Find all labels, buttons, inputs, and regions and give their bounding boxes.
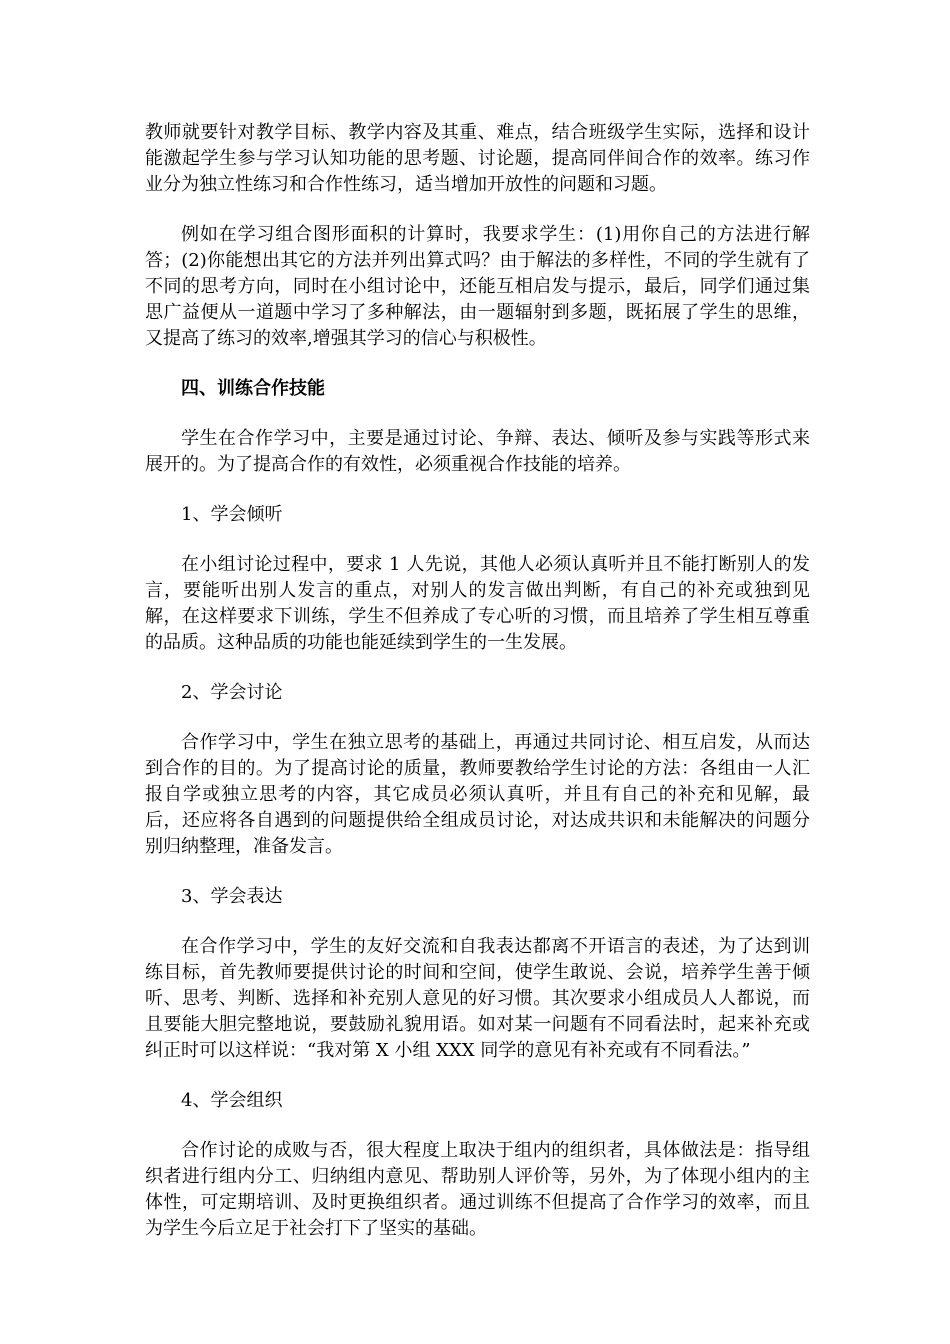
document-body xyxy=(145,120,810,1266)
paragraph-listening: 在小组讨论过程中，要求 1 人先说，其他人必须认真听并且不能打断别人的发言，要能听出别人发言的重点，对别人的发言做出判断，有自己的补充或独到见解，在这样要求下训练，学生不但养成了专心听的习惯，而且培养了学生相互尊重的品质。这种品质的功能也能延续到学生的一生发展。 xyxy=(145,554,810,653)
subheading-listening: 1、学会倾听 xyxy=(181,504,283,525)
paragraph-example: 例如在学习组合图形面积的计算时，我要求学生：(1)用你自己的方法进行解答；(2)你能想出其它的方法并列出算式吗？由于解法的多样性，不同的学生就有了不同的思考方向，同时在小组讨论中，还能互相启发与提示，最后，同学们通过集思广益便从一道题中学习了多种解法，由一题辐射到多题，既拓展了学生的思维，又提高了练习的效率,增强其学习的信心与积极性。 xyxy=(145,224,810,349)
subheading-expression: 3、学会表达 xyxy=(181,886,283,907)
subheading-discussion: 2、学会讨论 xyxy=(181,682,283,703)
paragraph-organization: 合作讨论的成败与否，很大程度上取决于组内的组织者，具体做法是：指导组织者进行组内分工、归纳组内意见、帮助别人评价等，另外，为了体现小组内的主体性，可定期培训、及时更换组织者。通过训练不但提高了合作学习的效率，而且为学生今后立足于社会打下了坚实的基础。 xyxy=(145,1140,810,1239)
paragraph-section-intro: 学生在合作学习中，主要是通过讨论、争辩、表达、倾听及参与实践等形式来展开的。为了提高合作的有效性，必须重视合作技能的培养。 xyxy=(145,428,810,475)
paragraph-expression: 在合作学习中，学生的友好交流和自我表达都离不开语言的表述，为了达到训练目标，首先教师要提供讨论的时间和空间，使学生敢说、会说，培养学生善于倾听、思考、判断、选择和补充别人意见的好习惯。其次要求小组成员人人都说，而且要能大胆完整地说，要鼓励礼貌用语。如对某一问题有不同看法时，起来补充或纠正时可以这样说：“我对第 X 小组 XXX 同学的意见有补充或有不同看法。” xyxy=(145,936,810,1061)
paragraph-discussion: 合作学习中，学生在独立思考的基础上，再通过共同讨论、相互启发，从而达到合作的目的。为了提高讨论的质量，教师要教给学生讨论的方法：各组由一人汇报自学或独立思考的内容，其它成员必须认真听，并且有自己的补充和见解，最后，还应将各自遇到的问题提供给全组成员讨论，对达成共识和未能解决的问题分别归纳整理，准备发言。 xyxy=(145,732,810,857)
paragraph-intro: 教师就要针对教学目标、教学内容及其重、难点，结合班级学生实际，选择和设计能激起学生参与学习认知功能的思考题、讨论题，提高同伴间合作的效率。练习作业分为独立性练习和合作性练习，适当增加开放性的问题和习题。 xyxy=(145,122,810,195)
subheading-organization: 4、学会组织 xyxy=(181,1090,283,1111)
section-heading-4: 四、训练合作技能 xyxy=(181,378,325,399)
